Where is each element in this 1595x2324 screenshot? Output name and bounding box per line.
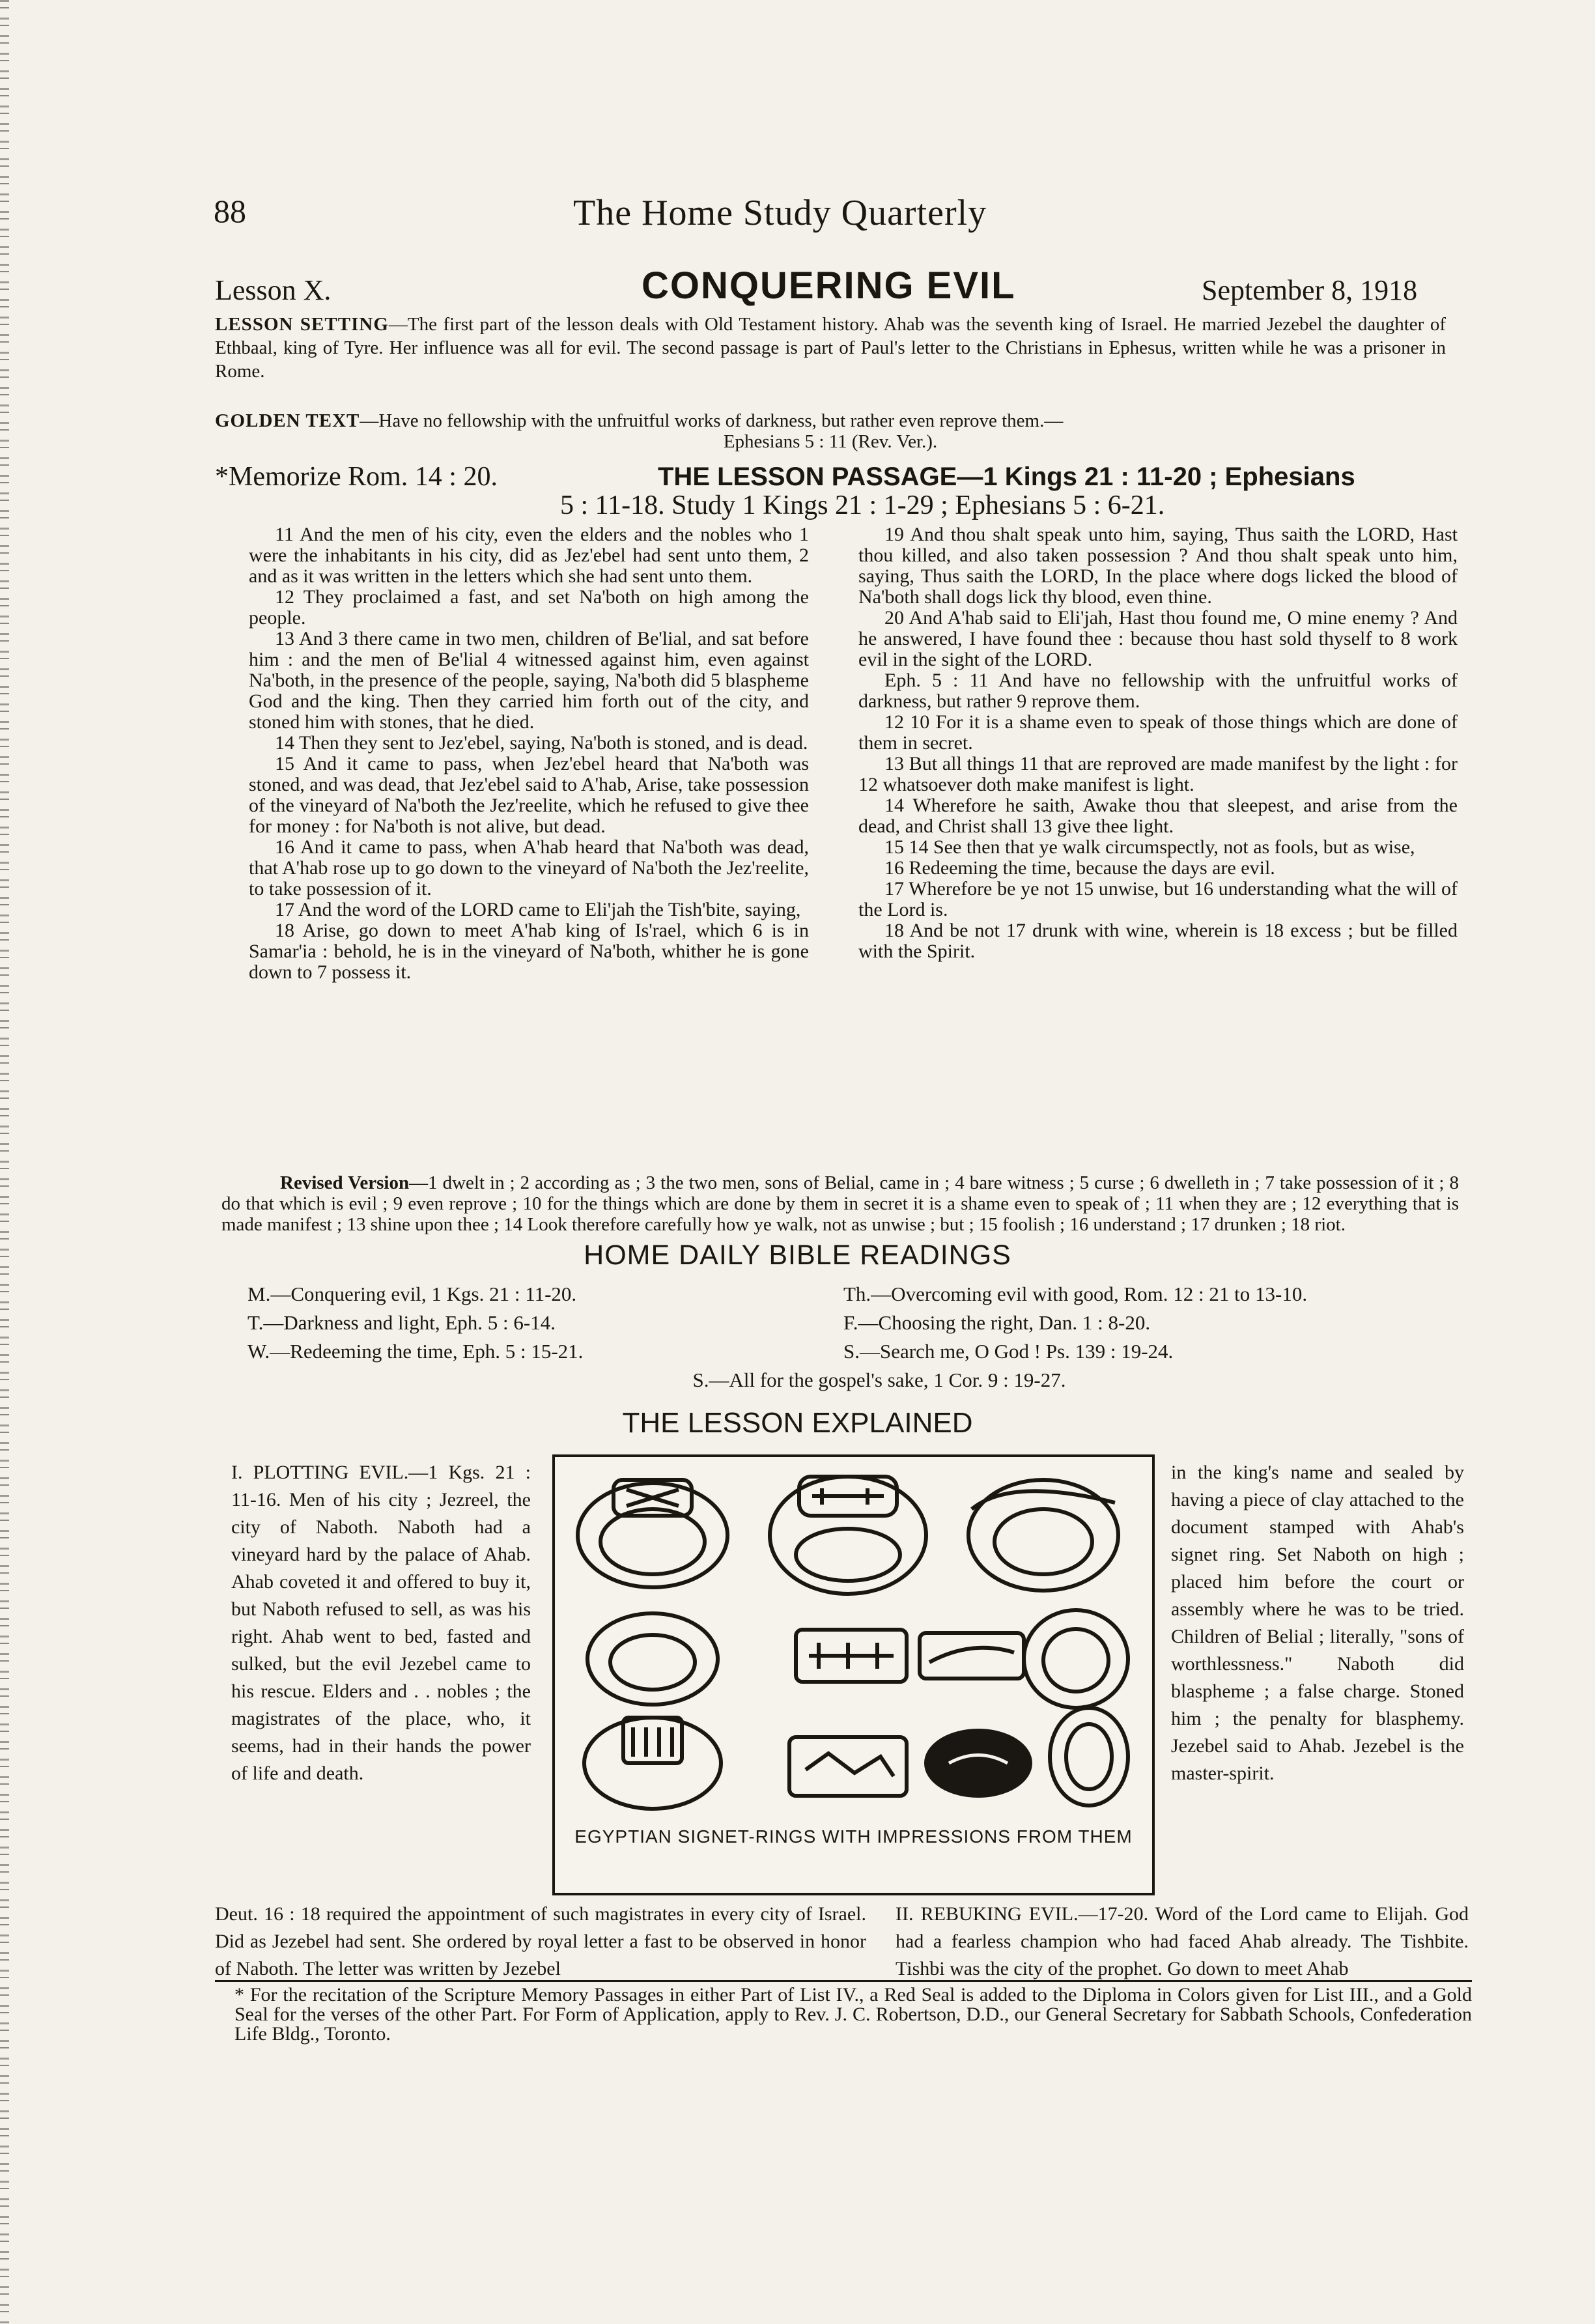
verse: 13 And 3 there came in two men, children of Be'lial, and sat before him : and the men of Be'lial 4 witnessed against him, even against Na'both, in the presence of the people, saying, Na'both did 5 blaspheme God and the king. Then they carried him forth out of the city, and stoned him with stones, that he died. <box>249 628 809 733</box>
running-header: The Home Study Quarterly <box>573 193 987 233</box>
lesson-setting <box>215 313 1446 383</box>
revised-label: Revised Version <box>280 1172 410 1193</box>
revised-version-notes <box>221 1172 1459 1235</box>
verses-left-column <box>249 524 809 983</box>
verse: 20 And A'hab said to Eli'jah, Hast thou found me, O mine enemy ? And he answered, I have found thee : because thou hast sold thyself to 8 work evil in the sight of the LORD. <box>858 607 1458 670</box>
signet-ring <box>1050 1708 1128 1806</box>
verse: 16 And it came to pass, when A'hab heard that Na'both was dead, that A'hab rose up to go down to the vineyard of Na'both the Jez'reelite, to take possession of it. <box>249 836 809 900</box>
verse: 14 Wherefore he saith, Awake thou that sleepest, and arise from the dead, and Christ shall 13 give thee light. <box>858 795 1458 837</box>
reading-item: T.—Darkness and light, Eph. 5 : 6-14. <box>247 1311 556 1334</box>
lesson-title: CONQUERING EVIL <box>642 264 1016 307</box>
ring-impression <box>789 1737 907 1796</box>
explained-left-column: I. PLOTTING EVIL.—1 Kgs. 21 : 11-16. Men of his city ; Jezreel, the city of Naboth. Naboth had a vineyard hard by the palace of Ahab. Ahab coveted it and offered to buy it, but Naboth refused to sell, as was his right. Ahab went to bed, fasted and sulked, but the evil Jezebel came to his rescue. Elders and . . nobles ; the magistrates of the place, who, it seems, had in their hands the power of life and death. <box>231 1462 531 1784</box>
golden-body: —Have no fellowship with the unfruitful works of darkness, but rather even reprove them.— <box>360 410 1064 431</box>
verse: 11 And the men of his city, even the elders and the nobles who 1 were the inhabitants in his city, did as Jez'ebel had sent unto them, 2 and as it was written in the letters which she had sent unto them. <box>249 524 809 587</box>
reading-row <box>247 1280 1472 1309</box>
ring-impression <box>796 1630 907 1682</box>
footnote: * For the recitation of the Scripture Memory Passages in either Part of List IV., a Red Seal is added to the Diploma in Colors given for List III., and a Gold Seal for the verses of the other Part. For Form of Application, apply to Rev. J. C. Robertson, D.D., our General Secretary for Sabbath Schools, Confederation Life Bldg., Toronto. <box>234 1984 1472 2045</box>
reading-row <box>247 1309 1472 1337</box>
passage-title: THE LESSON PASSAGE—1 Kings 21 : 11-20 ; Ephesians <box>658 462 1355 491</box>
golden-text <box>215 410 1446 452</box>
signet-rings-figure <box>552 1454 1155 1895</box>
verse: 15 14 See then that ye walk circumspectly, not as fools, but as wise, <box>884 836 1415 858</box>
ring-impression <box>926 1731 1030 1796</box>
verse: 12 10 For it is a shame even to speak of those things which are done of them in secret. <box>858 711 1458 754</box>
explained-bottom-right: II. REBUKING EVIL.—17-20. Word of the Lord came to Elijah. God had a fearless champion who had faced Ahab already. The Tishbite. Tishbi was the city of the prophet. Go down to meet Ahab <box>896 1903 1469 1979</box>
explained-title: THE LESSON EXPLAINED <box>622 1407 973 1439</box>
golden-reference: Ephesians 5 : 11 (Rev. Ver.). <box>723 431 938 452</box>
verse: 17 And the word of the LORD came to Eli'jah the Tish'bite, saying, <box>275 899 801 920</box>
passage-study: 5 : 11-18. Study 1 Kings 21 : 1-29 ; Ephesians 5 : 6-21. <box>560 490 1165 520</box>
verse: 12 They proclaimed a fast, and set Na'both on high among the people. <box>249 586 809 629</box>
setting-text: —The first part of the lesson deals with Old Testament history. Ahab was the seventh king of Israel. He married Jezebel the daughter of Ethbaal, king of Tyre. Her influence was all for evil. The second passage is part of Paul's letter to the Christians in Ephesus, written while he was a prisoner in Rome. <box>215 314 1446 382</box>
signet-ring <box>578 1480 727 1587</box>
reading-item: M.—Conquering evil, 1 Kgs. 21 : 11-20. <box>247 1282 577 1305</box>
reading-item: S.—Search me, O God ! Ps. 139 : 19-24. <box>843 1340 1174 1363</box>
verse: 15 And it came to pass, when Jez'ebel heard that Na'both was stoned, and was dead, that Jez'ebel said to A'hab, Arise, take possession of the vineyard of Na'both the Jez'reelite, which he refused to give thee for money : for Na'both is not alive, but dead. <box>249 753 809 837</box>
reading-item: Th.—Overcoming evil with good, Rom. 12 : 21 to 13-10. <box>843 1282 1308 1305</box>
ring-impression <box>920 1633 1024 1679</box>
verse: 13 But all things 11 that are reproved are made manifest by the light : for 12 whatsoever doth make manifest is light. <box>858 753 1458 795</box>
reading-item: S.—All for the gospel's sake, 1 Cor. 9 : 19-27. <box>692 1368 1066 1391</box>
memorize-note: *Memorize Rom. 14 : 20. <box>215 462 498 492</box>
reading-item: F.—Choosing the right, Dan. 1 : 8-20. <box>843 1311 1151 1334</box>
verse: 18 And be not 17 drunk with wine, wherein is 18 excess ; but be filled with the Spirit. <box>858 920 1458 962</box>
lesson-date: September 8, 1918 <box>1202 274 1418 306</box>
page-number: 88 <box>214 193 246 229</box>
verse: 14 Then they sent to Jez'ebel, saying, Na'both is stoned, and is dead. <box>275 732 808 754</box>
verse: 17 Wherefore be ye not 15 unwise, but 16 understanding what the will of the Lord is. <box>858 878 1458 920</box>
footnote-rule <box>215 1980 1472 1982</box>
signet-ring <box>584 1718 721 1809</box>
golden-label: GOLDEN TEXT <box>215 410 360 431</box>
verse: 18 Arise, go down to meet A'hab king of Is'rael, which 6 is in Samar'ia : behold, he is in the vineyard of Na'both, whither he is gone down to 7 possess it. <box>249 920 809 983</box>
lesson-number: Lesson X. <box>215 274 332 306</box>
signet-ring <box>1024 1610 1128 1708</box>
verses-right-column <box>858 524 1458 962</box>
verse: 19 And thou shalt speak unto him, saying, Thus saith the LORD, Hast thou killed, and also taken possession ? And thou shalt speak unto him, saying, Thus saith the LORD, In the place where dogs licked the blood of Na'both shall dogs lick thy blood, even thine. <box>858 524 1458 608</box>
signet-rings-illustration <box>555 1457 1152 1822</box>
reading-row <box>247 1337 1472 1366</box>
reading-item: W.—Redeeming the time, Eph. 5 : 15-21. <box>247 1340 584 1363</box>
verse: 16 Redeeming the time, because the days are evil. <box>884 857 1275 879</box>
explained-right-column: in the king's name and sealed by having a piece of clay attached to the document stamped with Ahab's signet ring. Set Naboth on high ; placed him before the court or assembly where he was to be tried. Children of Belial ; literally, "sons of worthlessness." Naboth did blaspheme ; a false charge. Stoned him ; the penalty for blasphemy. Jezebel said to Ahab. Jezebel is the master-spirit. <box>1171 1462 1464 1784</box>
signet-ring <box>587 1613 718 1705</box>
signet-ring <box>968 1480 1118 1591</box>
passage-heading <box>560 462 1452 520</box>
revised-text: —1 dwelt in ; 2 according as ; 3 the two men, sons of Belial, came in ; 4 bare witness ; 5 curse ; 6 dwelleth in ; 7 take possession of it ; 8 do that which is evil ; 9 even reprove ; 10 for the things which are done by them in secret it is a shame even to speak of ; 11 when they are ; 12 everything that is made manifest ; 13 shine upon thee ; 14 Look therefore carefully how ye walk, not as unwise ; but ; 15 foolish ; 16 understand ; 17 drunken ; 18 riot. <box>221 1172 1459 1235</box>
setting-label: LESSON SETTING <box>215 314 389 335</box>
verse: Eph. 5 : 11 And have no fellowship with the unfruitful works of darkness, but rather 9 reprove them. <box>858 670 1458 712</box>
signet-ring <box>770 1477 926 1594</box>
scanned-page-edge <box>0 0 9 2324</box>
explained-bottom-left: Deut. 16 : 18 required the appointment of such magistrates in every city of Israel. Did as Jezebel had sent. She ordered by royal letter a fast to be observed in honor of Naboth. The letter was written by Jezebel <box>215 1903 866 1979</box>
figure-caption: EGYPTIAN SIGNET-RINGS WITH IMPRESSIONS FROM THEM <box>574 1826 1133 1847</box>
readings-title: HOME DAILY BIBLE READINGS <box>584 1240 1011 1271</box>
daily-readings <box>247 1280 1472 1395</box>
